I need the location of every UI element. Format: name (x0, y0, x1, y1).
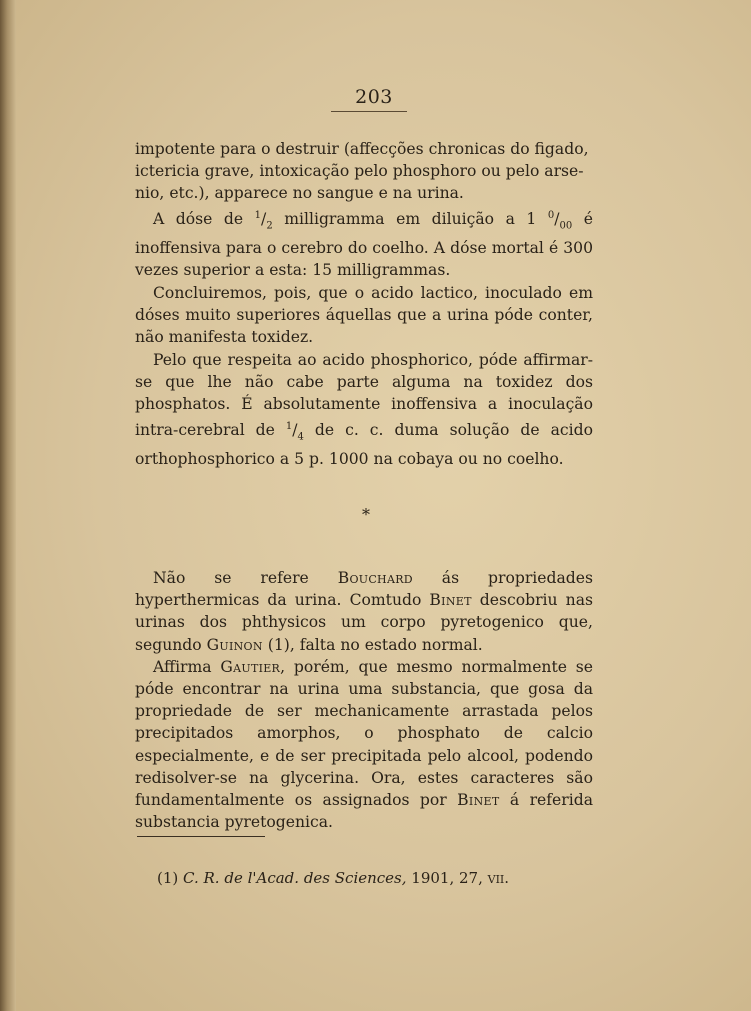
text-block-top (135, 138, 593, 348)
p1-line-1: impotente para o destruir (affecções chronicas do figado, (135, 140, 589, 158)
paragraph-5: Não se refere Bouchard ás propriedades hyperthermicas da urina. Comtudo Binet descobriu nas urinas dos phthysicos um corpo pyretogenico que, segundo Guinon (1), falta no estado normal. (135, 569, 593, 654)
fraction-numerator: 1 (254, 209, 262, 221)
footnote-roman: vii. (487, 869, 510, 887)
section-separator: * (362, 505, 370, 524)
text-block-phosphoric (135, 349, 593, 470)
author-name: Binet (429, 591, 472, 610)
author-name: Binet (457, 791, 500, 810)
permille-top: 0 (547, 209, 555, 221)
footnote-reference: (1) (262, 635, 290, 654)
page-number: 203 (355, 86, 393, 108)
text-block-bottom (135, 567, 593, 833)
p1-line-2: ictericia grave, intoxicação pelo phosphoro ou pelo arse- (135, 162, 584, 181)
footnote-rule (137, 836, 265, 837)
p1-line-3: nio, etc.), apparece no sangue e na urina. (135, 184, 464, 203)
footnote-source: C. R. de l'Acad. des Sciences, (183, 869, 407, 887)
author-name: Gautier (220, 657, 281, 676)
paragraph-6: Affirma Gautier, porém, que mesmo normalmente se póde encontrar na urina uma substancia, que gosa da propriedade de ser mechanicamente arrastada pelos precipitados amorphos, o phosphato de calcio especialmente, e de ser precipitada pelo alcool, podendo redisolver-se na glycerina. Ora, estes caracteres são fundamentalmente os assignados por Binet á referida substancia pyretogenica. (135, 657, 593, 832)
paragraph-2: A dóse de $^1/_2$ milligramma em diluição a 1 $^0/_{00}$ é inoffensiva para o cerebro do coelho. A dóse mortal é 300 vezes superior a esta: 15 milligrammas. (135, 209, 593, 280)
footnote (157, 869, 577, 887)
fraction-denominator: 2 (266, 219, 273, 231)
paragraph-1 (135, 138, 593, 205)
fraction-denominator: 4 (297, 430, 304, 442)
author-name: Bouchard (337, 569, 413, 587)
page-binding-edge (0, 0, 16, 1011)
author-name: Guinon (206, 635, 263, 654)
paragraph-3: Concluiremos, pois, que o acido lactico, inoculado em dóses muito superiores áquellas que a urina póde conter, não manifesta toxidez. (135, 283, 593, 346)
fraction-numerator: 1 (285, 420, 293, 432)
paragraph-4: Pelo que respeita ao acido phosphorico, póde affirmar-se que lhe não cabe parte alguma na toxidez dos phosphatos. É absolutamente inoffensiva a inoculação intra-cerebral de $^1/_4$ de c. c. duma solução de acido orthophosphorico a 5 p. 1000 na cobaya ou no coelho. (135, 351, 593, 469)
footnote-marker: (1) (157, 869, 179, 887)
footnote-details: 1901, 27, (406, 869, 488, 887)
permille-bottom: 00 (559, 219, 573, 231)
header-rule (331, 111, 407, 112)
